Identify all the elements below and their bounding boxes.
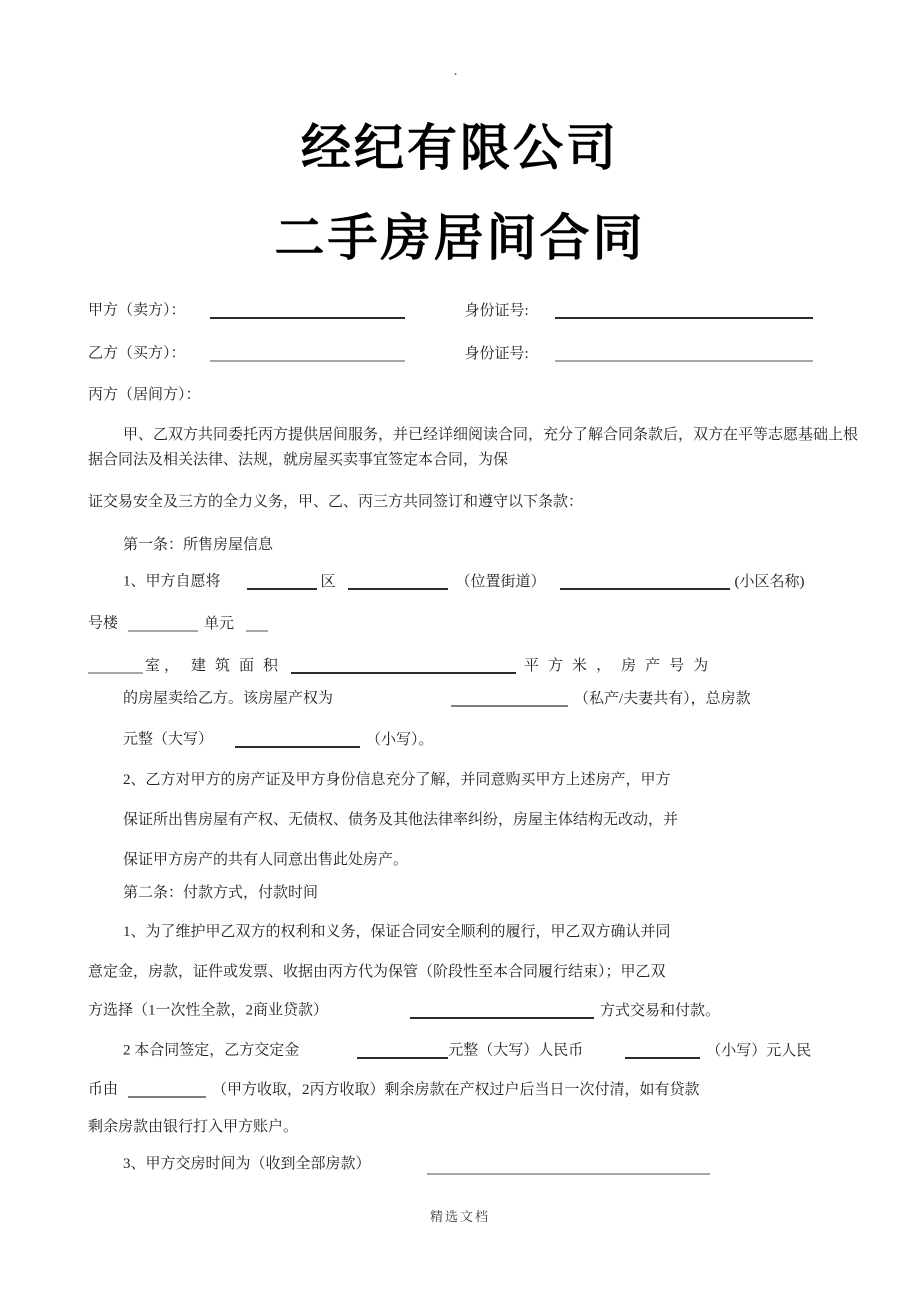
clause1-item2-line3: 保证甲方房产的共有人同意出售此处房产。 bbox=[123, 852, 409, 868]
floor-area-blank bbox=[291, 655, 516, 674]
ownership-blank bbox=[451, 688, 568, 707]
clause2-item1-line2: 意定金，房款，证件或发票、收据由丙方代为保管（阶段性至本合同履行结束）；甲乙双 bbox=[88, 964, 666, 980]
building-label: 号楼 bbox=[88, 615, 119, 632]
deposit-capital-label: 元整（大写）人民币 bbox=[448, 1042, 584, 1059]
party-a-id-label: 身份证号: bbox=[464, 302, 529, 319]
ownership-text: 的房屋卖给乙方。该房屋产权为 bbox=[123, 690, 334, 707]
amount-small-label: （小写）。 bbox=[366, 731, 434, 748]
party-a-id-blank bbox=[555, 300, 813, 319]
payment-choice-blank bbox=[410, 1000, 594, 1019]
footer-watermark: 精选文档 bbox=[429, 1209, 490, 1224]
company-title: 经纪有限公司 bbox=[301, 120, 619, 176]
district-blank bbox=[247, 571, 317, 590]
amount-capital-label: 元整（大写） bbox=[123, 731, 214, 748]
room-label: 室 bbox=[145, 657, 161, 674]
clause1-item1-cont1 bbox=[88, 613, 268, 634]
payment-choice-tail: 方式交易和付款。 bbox=[600, 1002, 721, 1019]
intro-line-2: 据合同法及相关法律、法规，就房屋买卖事宜签定本合同，为保 bbox=[88, 452, 509, 468]
clause2-item2-line1 bbox=[123, 1040, 811, 1061]
floor-area-label: 建筑面积 bbox=[191, 657, 288, 674]
clause2-item3-line bbox=[123, 1154, 710, 1175]
intro-line-1: 甲、乙双方共同委托丙方提供居间服务，并已经详细阅读合同，充分了解合同条款后，双方在平等志愿基础上根 bbox=[123, 427, 859, 443]
party-b-id-label: 身份证号: bbox=[464, 345, 529, 362]
party-a-label: 甲方（卖方）： bbox=[88, 302, 186, 319]
clause2-item2-line2 bbox=[88, 1079, 700, 1100]
collector-text: （甲方收取，2丙方收取）剩余房款在产权过户后当日一次付清，如有贷款 bbox=[212, 1081, 700, 1098]
currency-by-label: 币由 bbox=[88, 1081, 119, 1098]
clause1-item1-text4: (小区名称) bbox=[734, 573, 805, 590]
party-c-label: 丙方（居间方）： bbox=[88, 387, 201, 403]
handover-time-text: 3、甲方交房时间为（收到全部房款） bbox=[123, 1156, 371, 1172]
clause2-heading: 第二条：付款方式，付款时间 bbox=[123, 885, 319, 901]
comma-2: ， bbox=[596, 657, 612, 674]
clause1-item1-cont4 bbox=[123, 729, 434, 750]
clause1-item2-line2: 保证所出售房屋有产权、无债权、债务及其他法律率纠纷，房屋主体结构无改动，并 bbox=[123, 812, 679, 828]
clause1-item1-cont2 bbox=[88, 655, 717, 676]
clause2-item2-line3: 剩余房款由银行打入甲方账户。 bbox=[88, 1119, 299, 1135]
ownership-type-text: （私产/夫妻共有），总房款 bbox=[574, 690, 751, 707]
clause1-item1-text3: （位置街道） bbox=[455, 573, 546, 590]
deposit-small-blank bbox=[625, 1040, 700, 1059]
clause2-item1-line1: 1、为了维护甲乙双方的权利和义务，保证合同安全顺利的履行，甲乙双方确认并同 bbox=[123, 924, 671, 940]
amount-blank bbox=[235, 729, 360, 748]
sqm-label: 平方米 bbox=[524, 657, 597, 674]
intro-line-3: 证交易安全及三方的全力义务，甲、乙、丙三方共同签订和遵守以下条款： bbox=[88, 494, 584, 510]
handover-time-blank bbox=[427, 1157, 710, 1176]
unit-blank bbox=[246, 613, 268, 632]
clause1-item2-line1: 2、乙方对甲方的房产证及甲方身份信息充分了解，并同意购买甲方上述房产，甲方 bbox=[123, 772, 671, 788]
clause1-item1-line bbox=[123, 571, 805, 592]
unit-label: 单元 bbox=[204, 615, 235, 632]
street-blank bbox=[348, 571, 448, 590]
party-b-id-blank bbox=[555, 343, 813, 362]
deposit-small-label: （小写）元人民 bbox=[706, 1042, 812, 1059]
deposit-capital-blank bbox=[357, 1040, 448, 1059]
party-b-name-blank bbox=[210, 343, 405, 362]
party-b-label: 乙方（买方）： bbox=[88, 345, 186, 362]
comma-1: ， bbox=[164, 657, 180, 674]
party-a-row bbox=[88, 300, 813, 321]
contract-title: 二手房居间合同 bbox=[274, 210, 646, 266]
community-blank bbox=[560, 571, 730, 590]
building-blank bbox=[128, 613, 198, 632]
payment-choice-text: 方选择（1一次性全款，2商业贷款） bbox=[88, 1002, 329, 1019]
party-a-name-blank bbox=[210, 300, 405, 319]
clause1-item1-text2: 区 bbox=[320, 573, 336, 590]
collector-blank bbox=[128, 1079, 206, 1098]
clause2-item1-line3 bbox=[88, 1000, 720, 1021]
deposit-text: 2 本合同签定，乙方交定金 bbox=[123, 1042, 300, 1059]
room-blank bbox=[88, 655, 143, 674]
party-c-row bbox=[88, 385, 201, 405]
clause1-item1-text1: 1、甲方自愿将 bbox=[123, 573, 221, 590]
clause1-heading: 第一条：所售房屋信息 bbox=[123, 537, 274, 553]
party-b-row bbox=[88, 343, 813, 364]
clause1-item1-cont3 bbox=[123, 688, 751, 709]
property-no-label: 房产号为 bbox=[621, 657, 718, 674]
stray-period: . bbox=[454, 64, 457, 78]
